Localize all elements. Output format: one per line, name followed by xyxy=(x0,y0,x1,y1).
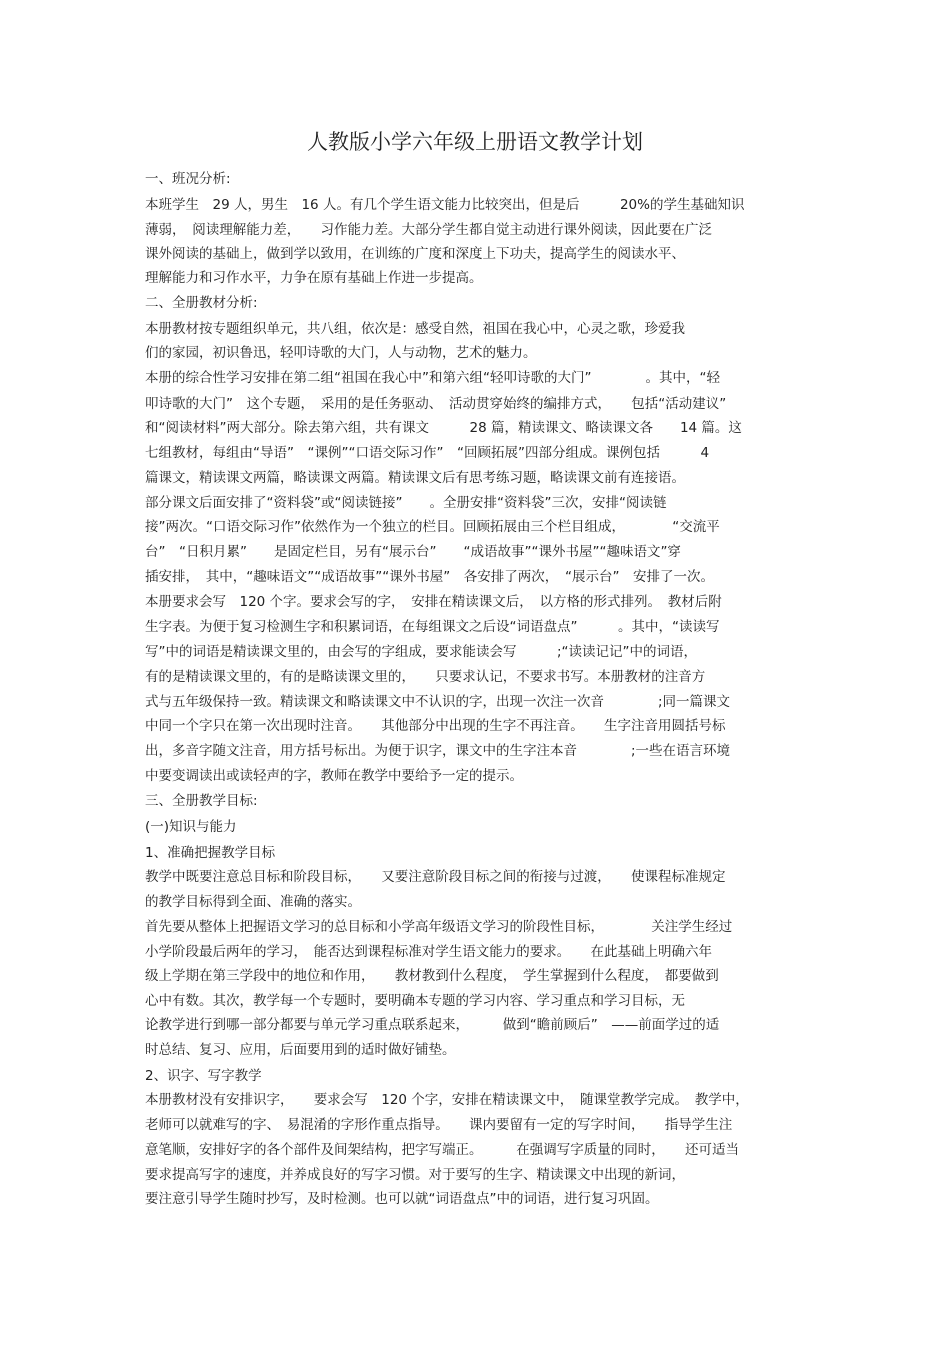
text-line: 中要变调读出或读轻声的字，教师在教学中要给予一定的提示。 xyxy=(145,768,523,784)
text-line: 七组教材，每组由“导语” “课例”“口语交际习作” “回顾拓展”四部分组成。课例包括 4 xyxy=(145,445,710,461)
text-line: 本册教材按专题组织单元，共八组，依次是：感受自然，祖国在我心中，心灵之歌，珍爱我 xyxy=(145,321,685,337)
text-line: 叩诗歌的大门” 这个专题， 采用的是任务驱动、 活动贯穿始终的编排方式， 包括“活动建议” xyxy=(145,396,727,412)
text-line: 理解能力和习作水平，力争在原有基础上作进一步提高。 xyxy=(145,270,483,286)
text-line: 中同一个字只在第一次出现时注音。 其他部分中出现的生字不再注音。 生字注音用圆括号标 xyxy=(145,718,726,734)
text-line: 们的家园，初识鲁迅，轻叩诗歌的大门，人与动物，艺术的魅力。 xyxy=(145,345,537,361)
text-line: 出，多音字随文注音，用方括号标出。为便于识字，课文中的生字注本音 ;一些在语言环境 xyxy=(145,743,731,759)
text-line: 三、全册教学目标: xyxy=(145,793,258,809)
text-line: 论教学进行到哪一部分都要与单元学习重点联系起来， 做到“瞻前顾后” ——前面学过的适 xyxy=(145,1017,720,1033)
text-line: 式与五年级保持一致。精读课文和略读课文中不认识的字，出现一次注一次音 ;同一篇课文 xyxy=(145,694,731,710)
text-line: 插安排， 其中，“趣味语文”“成语故事”“课外书屋” 各安排了两次， “展示台” 安排了一次。 xyxy=(145,569,714,585)
text-line: 首先要从整体上把握语文学习的总目标和小学高年级语文学习的阶段性目标， 关注学生经过 xyxy=(145,919,733,935)
text-line: 本册要求会写 120 个字。要求会写的字， 安排在精读课文后， 以方格的形式排列。 教材后附 xyxy=(145,594,722,610)
text-line: 一、班况分析: xyxy=(145,171,231,187)
text-line: 老师可以就难写的字、 易混淆的字形作重点指导。 课内要留有一定的写字时间， 指导学生注 xyxy=(145,1117,733,1133)
text-line: 课外阅读的基础上，做到学以致用，在训练的广度和深度上下功夫，提高学生的阅读水平、 xyxy=(145,246,685,262)
text-line: 心中有数。其次，教学每一个专题时，要明确本专题的学习内容、学习重点和学习目标，无 xyxy=(145,993,685,1009)
text-line: 部分课文后面安排了“资料袋”或“阅读链接” 。全册安排“资料袋”三次，安排“阅读链 xyxy=(145,495,667,511)
text-line: 2、识字、写字教学 xyxy=(145,1068,262,1084)
text-line: 小学阶段最后两年的学习， 能否达到课程标准对学生语文能力的要求。 在此基础上明确六年 xyxy=(145,944,712,960)
text-line: 的教学目标得到全面、准确的落实。 xyxy=(145,894,361,910)
text-line: 教学中既要注意总目标和阶段目标， 又要注意阶段目标之间的衔接与过渡， 使课程标准规定 xyxy=(145,869,726,885)
text-line: 要注意引导学生随时抄写，及时检测。也可以就“词语盘点”中的词语，进行复习巩固。 xyxy=(145,1191,659,1207)
text-line: 本册的综合性学习安排在第二组“祖国在我心中”和第六组“轻叩诗歌的大门” 。其中，“轻 xyxy=(145,370,720,386)
text-line: 台” “日积月累” 是固定栏目，另有“展示台” “成语故事”“课外书屋”“趣味语文”穿 xyxy=(145,544,681,560)
document-title: 人教版小学六年级上册语文教学计划 xyxy=(307,130,643,154)
text-line: 接”两次。“口语交际习作”依然作为一个独立的栏目。回顾拓展由三个栏目组成， “交流平 xyxy=(145,519,720,535)
text-line: 生字表。为便于复习检测生字和积累词语，在每组课文之后设“词语盘点” 。其中，“读读写 xyxy=(145,619,720,635)
text-line: 本册教材没有安排识字， 要求会写 120 个字，安排在精读课文中， 随课堂教学完成。 教学中， xyxy=(145,1092,749,1108)
text-line: 要求提高写字的速度，并养成良好的写字习惯。对于要写的生字、精读课文中出现的新词， xyxy=(145,1167,685,1183)
text-line: 本班学生 29 人，男生 16 人。有几个学生语文能力比较突出，但是后 20%的学生基础知识 xyxy=(145,197,745,213)
text-line: 意笔顺，安排好字的各个部件及间架结构，把字写端正。 在强调写字质量的同时， 还可适当 xyxy=(145,1142,739,1158)
text-line: 有的是精读课文里的，有的是略读课文里的， 只要求认记，不要求书写。本册教材的注音方 xyxy=(145,669,706,685)
text-line: 薄弱， 阅读理解能力差， 习作能力差。大部分学生都自觉主动进行课外阅读，因此要在广泛 xyxy=(145,222,712,238)
text-line: 级上学期在第三学段中的地位和作用， 教材教到什么程度， 学生掌握到什么程度， 都要做到 xyxy=(145,968,719,984)
text-line: 1、准确把握教学目标 xyxy=(145,845,276,861)
text-line: 篇课文，精读课文两篇，略读课文两篇。精读课文后有思考练习题，略读课文前有连接语。 xyxy=(145,470,685,486)
text-line: 写”中的词语是精读课文里的，由会写的字组成，要求能读会写 ;“读读记记”中的词语， xyxy=(145,644,698,660)
text-line: (一)知识与能力 xyxy=(145,819,237,835)
text-line: 二、全册教材分析: xyxy=(145,295,258,311)
text-line: 和“阅读材料”两大部分。除去第六组，共有课文 28 篇，精读课文、略读课文各 14 篇。这 xyxy=(145,420,742,436)
text-line: 时总结、复习、应用，后面要用到的适时做好铺垫。 xyxy=(145,1042,456,1058)
